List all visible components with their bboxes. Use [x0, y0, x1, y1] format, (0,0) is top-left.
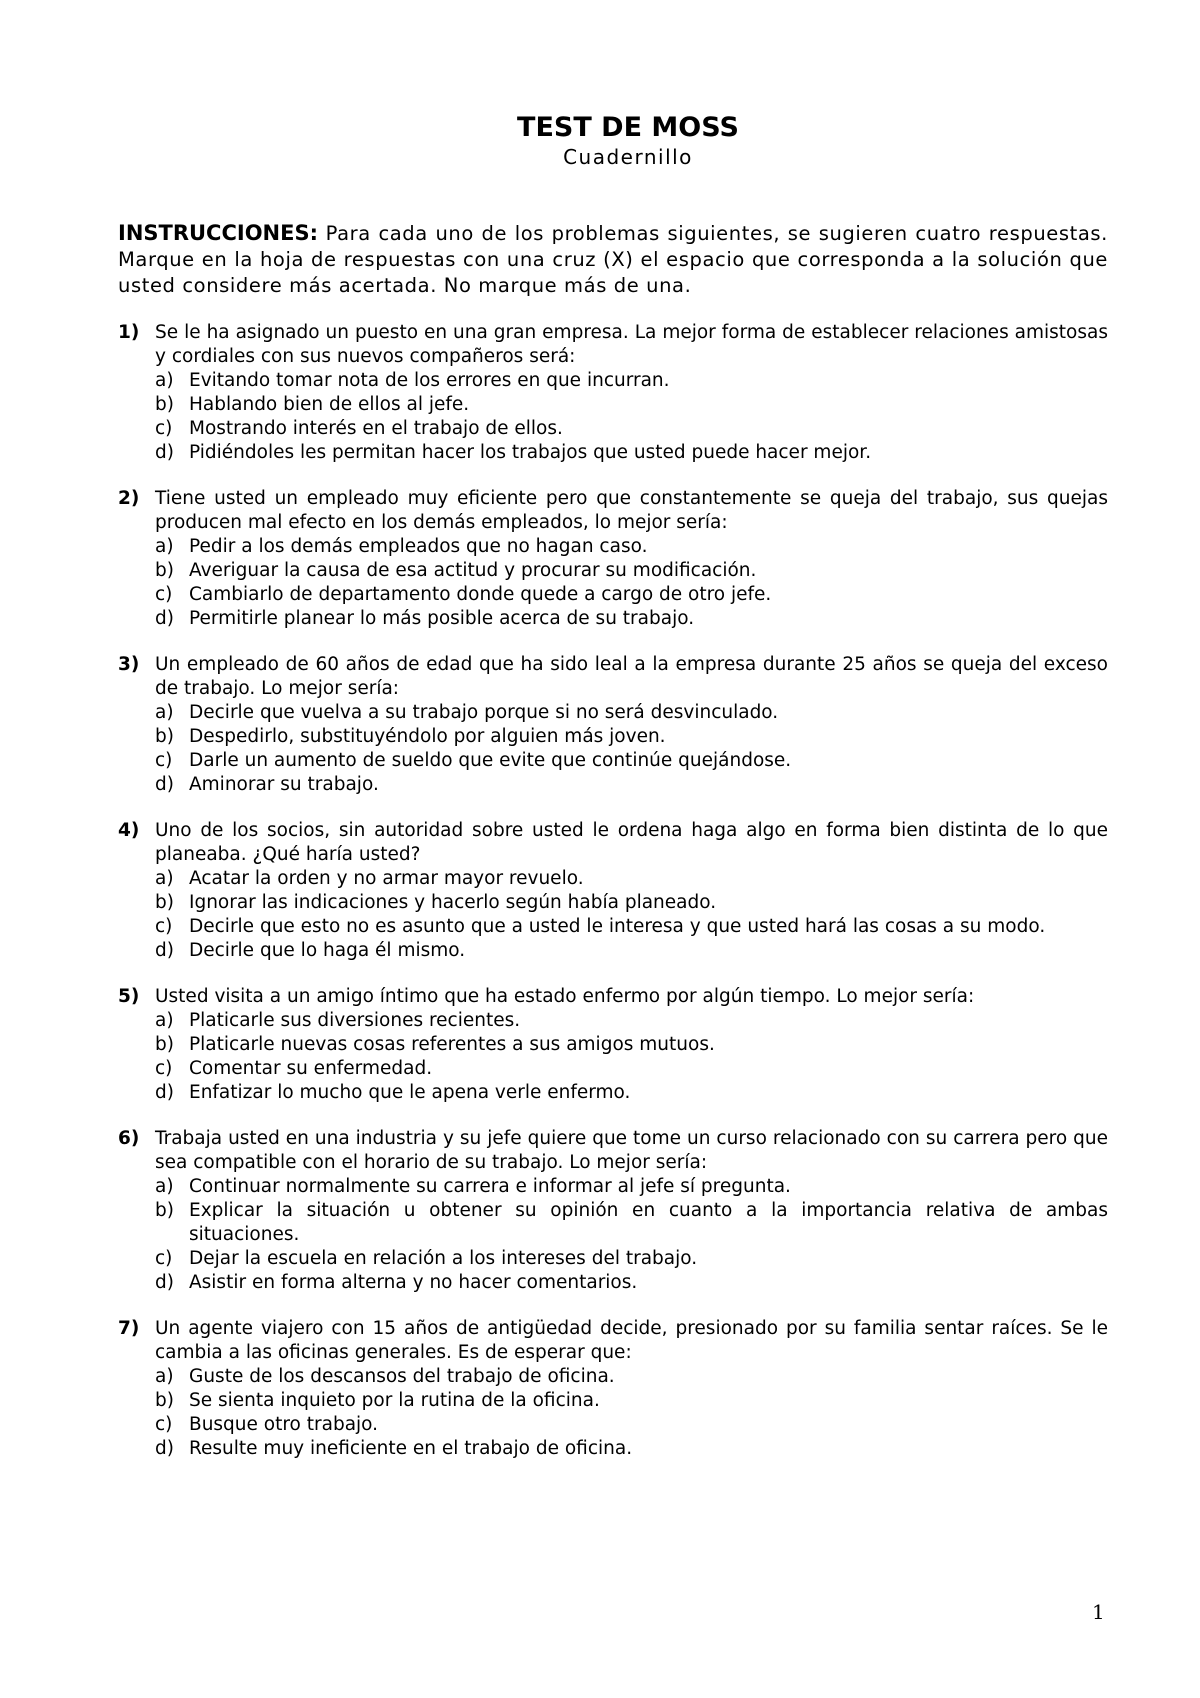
option-text: Platicarle nuevas cosas referentes a sus amigos mutuos.: [189, 1034, 715, 1055]
question-item: [118, 653, 1108, 797]
option-text: Evitando tomar nota de los errores en que incurran.: [189, 370, 670, 391]
answer-option: [155, 583, 1108, 607]
answer-option: [155, 1057, 1108, 1081]
option-letter: a): [155, 1010, 174, 1031]
option-letter: d): [155, 774, 174, 795]
question-number: 5): [118, 986, 140, 1007]
question-number: 4): [118, 820, 140, 841]
question-text: Tiene usted un empleado muy eficiente pero que constantemente se queja del trabajo, sus quejas producen mal efecto en los demás empleados, lo mejor sería:: [155, 488, 1108, 533]
option-letter: d): [155, 940, 174, 961]
document-page: [118, 112, 1108, 1483]
question-text: Un empleado de 60 años de edad que ha sido leal a la empresa durante 25 años se queja del exceso de trabajo. Lo mejor sería:: [155, 654, 1108, 699]
question-text: Trabaja usted en una industria y su jefe quiere que tome un curso relacionado con su carrera pero que sea compatible con el horario de su trabajo. Lo mejor sería:: [155, 1128, 1108, 1173]
question-number: 2): [118, 488, 140, 509]
option-letter: c): [155, 1058, 173, 1079]
answer-options: [118, 535, 1108, 631]
option-letter: b): [155, 394, 174, 415]
answer-option: [155, 749, 1108, 773]
option-text: Pedir a los demás empleados que no hagan caso.: [189, 536, 648, 557]
answer-option: [155, 393, 1108, 417]
question-text: Se le ha asignado un puesto en una gran empresa. La mejor forma de establecer relaciones amistosas y cordiales con sus nuevos compañeros será:: [155, 322, 1108, 367]
answer-option: [155, 1199, 1108, 1247]
option-letter: a): [155, 370, 174, 391]
answer-option: [155, 441, 1108, 465]
answer-option: [155, 417, 1108, 441]
question-text: Uno de los socios, sin autoridad sobre usted le ordena haga algo en forma bien distinta de lo que planeaba. ¿Qué haría usted?: [155, 820, 1108, 865]
answer-options: [118, 1175, 1108, 1295]
answer-options: [118, 369, 1108, 465]
option-text: Mostrando interés en el trabajo de ellos.: [189, 418, 563, 439]
page-number: 1: [1092, 1600, 1105, 1624]
answer-option: [155, 1271, 1108, 1295]
option-text: Explicar la situación u obtener su opinión en cuanto a la importancia relativa de ambas situaciones.: [189, 1200, 1108, 1245]
option-text: Darle un aumento de sueldo que evite que continúe quejándose.: [189, 750, 792, 771]
option-text: Pidiéndoles les permitan hacer los trabajos que usted puede hacer mejor.: [189, 442, 872, 463]
option-letter: a): [155, 702, 174, 723]
question-text: Un agente viajero con 15 años de antigüedad decide, presionado por su familia sentar raíces. Se le cambia a las oficinas generales. Es de esperar que:: [155, 1318, 1108, 1363]
option-text: Platicarle sus diversiones recientes.: [189, 1010, 521, 1031]
question-number: 7): [118, 1318, 140, 1339]
answer-options: [118, 701, 1108, 797]
answer-option: [155, 1247, 1108, 1271]
answer-options: [118, 1365, 1108, 1461]
question-stem: [118, 985, 1108, 1009]
option-text: Comentar su enfermedad.: [189, 1058, 433, 1079]
answer-option: [155, 1413, 1108, 1437]
option-text: Averiguar la causa de esa actitud y procurar su modificación.: [189, 560, 757, 581]
question-stem: [118, 321, 1108, 369]
option-text: Resulte muy ineficiente en el trabajo de oficina.: [189, 1438, 633, 1459]
option-text: Ignorar las indicaciones y hacerlo según había planeado.: [189, 892, 717, 913]
option-text: Guste de los descansos del trabajo de oficina.: [189, 1366, 615, 1387]
option-text: Dejar la escuela en relación a los intereses del trabajo.: [189, 1248, 698, 1269]
answer-option: [155, 559, 1108, 583]
option-letter: b): [155, 1034, 174, 1055]
option-letter: c): [155, 1248, 173, 1269]
answer-option: [155, 1437, 1108, 1461]
option-text: Permitirle planear lo más posible acerca de su trabajo.: [189, 608, 695, 629]
option-letter: d): [155, 608, 174, 629]
option-text: Busque otro trabajo.: [189, 1414, 379, 1435]
answer-options: [118, 867, 1108, 963]
answer-option: [155, 773, 1108, 797]
option-text: Cambiarlo de departamento donde quede a cargo de otro jefe.: [189, 584, 772, 605]
option-text: Asistir en forma alterna y no hacer comentarios.: [189, 1272, 638, 1293]
option-text: Enfatizar lo mucho que le apena verle enfermo.: [189, 1082, 631, 1103]
option-letter: c): [155, 916, 173, 937]
option-letter: c): [155, 584, 173, 605]
option-letter: d): [155, 1082, 174, 1103]
answer-options: [118, 1009, 1108, 1105]
option-text: Hablando bien de ellos al jefe.: [189, 394, 470, 415]
question-stem: [118, 653, 1108, 701]
questions-list: [118, 321, 1108, 1461]
question-stem: [118, 487, 1108, 535]
answer-option: [155, 1081, 1108, 1105]
option-letter: d): [155, 1272, 174, 1293]
answer-option: [155, 607, 1108, 631]
option-letter: a): [155, 1176, 174, 1197]
question-number: 3): [118, 654, 140, 675]
option-letter: b): [155, 1390, 174, 1411]
option-letter: a): [155, 1366, 174, 1387]
option-letter: b): [155, 1200, 174, 1221]
option-letter: a): [155, 868, 174, 889]
question-stem: [118, 1317, 1108, 1365]
option-letter: c): [155, 418, 173, 439]
option-text: Acatar la orden y no armar mayor revuelo.: [189, 868, 584, 889]
option-letter: c): [155, 750, 173, 771]
option-text: Decirle que vuelva a su trabajo porque si no será desvinculado.: [189, 702, 779, 723]
question-item: [118, 985, 1108, 1105]
option-text: Aminorar su trabajo.: [189, 774, 379, 795]
answer-option: [155, 939, 1108, 963]
answer-option: [155, 1175, 1108, 1199]
option-text: Despedirlo, substituyéndolo por alguien más joven.: [189, 726, 666, 747]
option-letter: b): [155, 892, 174, 913]
option-text: Se sienta inquieto por la rutina de la oficina.: [189, 1390, 600, 1411]
answer-option: [155, 369, 1108, 393]
option-text: Decirle que lo haga él mismo.: [189, 940, 466, 961]
title-block: [118, 112, 1108, 170]
option-text: Continuar normalmente su carrera e informar al jefe sí pregunta.: [189, 1176, 791, 1197]
option-letter: c): [155, 1414, 173, 1435]
question-item: [118, 1317, 1108, 1461]
document-title: TEST DE MOSS: [517, 112, 739, 143]
answer-option: [155, 1389, 1108, 1413]
question-item: [118, 321, 1108, 465]
answer-option: [155, 891, 1108, 915]
answer-option: [155, 1365, 1108, 1389]
question-number: 1): [118, 322, 140, 343]
option-letter: a): [155, 536, 174, 557]
instructions-paragraph: [118, 220, 1108, 299]
answer-option: [155, 725, 1108, 749]
question-stem: [118, 819, 1108, 867]
option-letter: d): [155, 442, 174, 463]
question-number: 6): [118, 1128, 140, 1149]
instructions-text: Para cada uno de los problemas siguientes, se sugieren cuatro respuestas. Marque en la hoja de respuestas con una cruz (X) el espacio que corresponda a la solución que usted considere más acertada. No marque más de una.: [118, 222, 1108, 297]
question-item: [118, 487, 1108, 631]
question-item: [118, 819, 1108, 963]
document-subtitle: Cuadernillo: [563, 145, 693, 169]
option-letter: d): [155, 1438, 174, 1459]
question-text: Usted visita a un amigo íntimo que ha estado enfermo por algún tiempo. Lo mejor sería:: [155, 986, 975, 1007]
instructions-lead: INSTRUCCIONES:: [118, 221, 318, 245]
answer-option: [155, 867, 1108, 891]
answer-option: [155, 701, 1108, 725]
answer-option: [155, 915, 1108, 939]
answer-option: [155, 535, 1108, 559]
answer-option: [155, 1033, 1108, 1057]
question-item: [118, 1127, 1108, 1295]
option-letter: b): [155, 726, 174, 747]
option-letter: b): [155, 560, 174, 581]
answer-option: [155, 1009, 1108, 1033]
question-stem: [118, 1127, 1108, 1175]
option-text: Decirle que esto no es asunto que a usted le interesa y que usted hará las cosas a su modo.: [189, 916, 1046, 937]
